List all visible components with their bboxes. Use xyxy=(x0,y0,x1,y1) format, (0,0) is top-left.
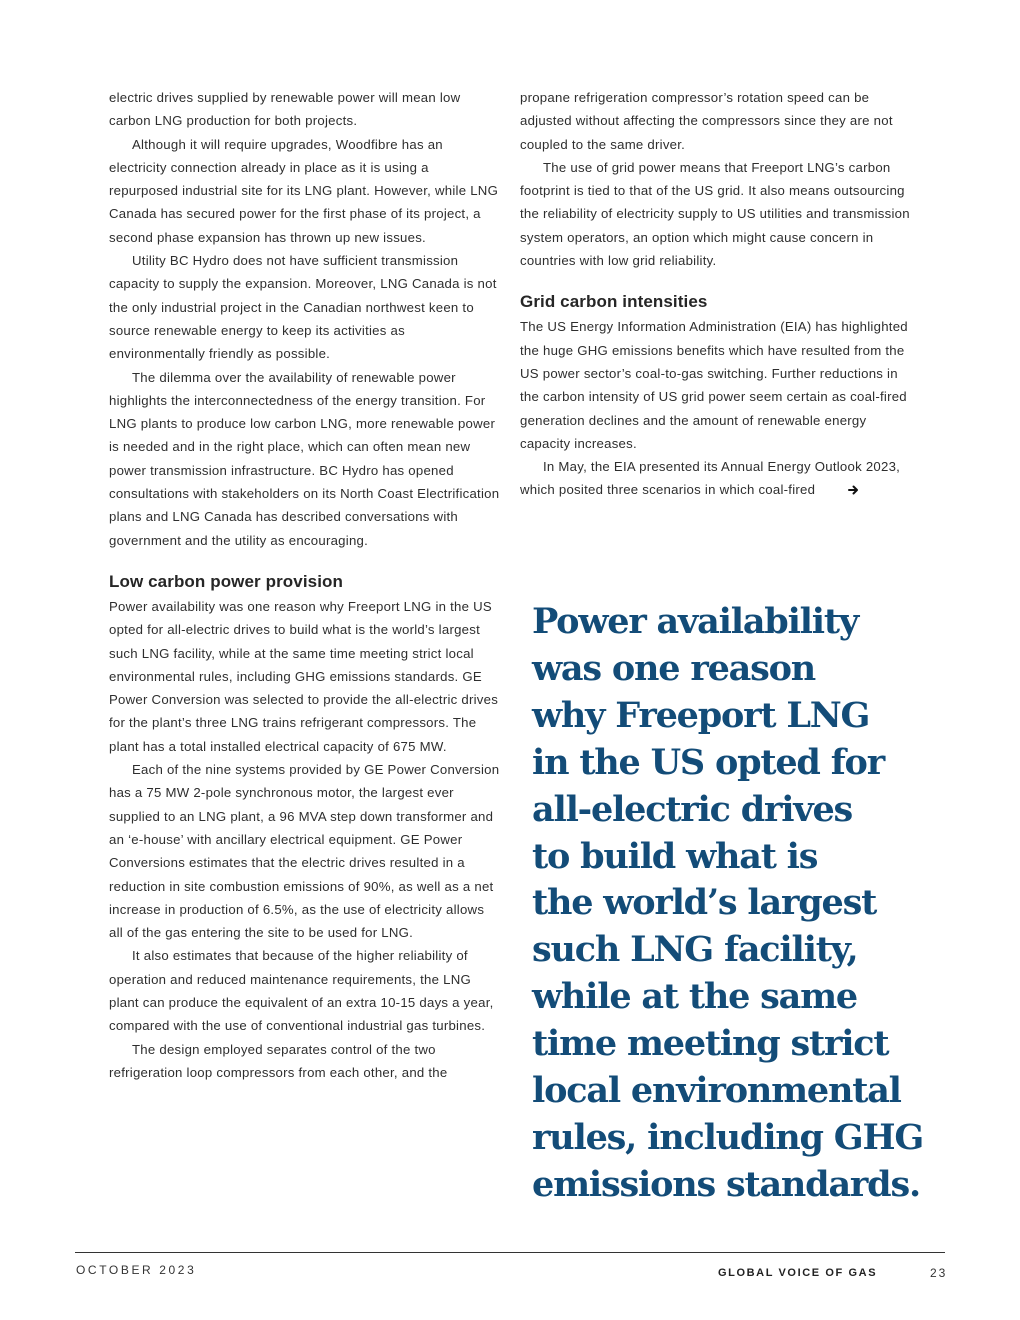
left-paragraph-6: Each of the nine systems provided by GE Power Conversion has a 75 MW 2-pole synchronous motor, the largest ever supplied to an LNG plant, a 96 MVA step down transformer and an ‘e-house’ with ancillary electrical equipment. GE Power Conversions estimates that the electric drives resulted in a reduction in site combustion emissions of 90%, as well as a net increase in production of 6.5%, as the use of electricity allows all of the gas entering the site to be used for LNG. xyxy=(109,762,500,941)
left-paragraph-4: The dilemma over the availability of renewable power highlights the interconnectedness of the energy transition. For LNG plants to produce low carbon LNG, more renewable power is needed and in the right place, which can often mean new power transmission infrastructure. BC Hydro has opened consultations with stakeholders on its North Coast Electrification plans and LNG Canada has described conversations with government and the utility as encouraging. xyxy=(109,369,500,548)
arrow-right-icon xyxy=(825,479,859,502)
left-paragraph-5: Power availability was one reason why Freeport LNG in the US opted for all-electric drives to build what is the world’s largest such LNG facility, while at the same time meeting strict local environmental rules, including GHG emissions standards. GE Power Conversion was selected to provide the all-electric drives for the plant’s three LNG trains refrigerant compressors. The plant has a total installed electrical capacity of 675 MW. xyxy=(109,598,499,754)
left-paragraph-2: Although it will require upgrades, Woodfibre has an electricity connection already in place as it is using a repurposed industrial site for its LNG plant. However, while LNG Canada has secured power for the first phase of its project, a second phase expansion has thrown up new issues. xyxy=(109,136,499,245)
left-paragraph-3: Utility BC Hydro does not have sufficient transmission capacity to supply the expansion. Moreover, LNG Canada is not the only industrial project in the Canadian northwest keen to source renewable energy to keep its activities as environmentally friendly as possible. xyxy=(109,253,497,362)
pull-quote-line: all-electric drives xyxy=(532,788,853,830)
left-paragraph-1: electric drives supplied by renewable power will mean low carbon LNG production for both projects. xyxy=(109,90,461,129)
footer-date: OCTOBER 2023 xyxy=(76,1263,197,1277)
pull-quote xyxy=(532,599,932,1209)
page-number: 23 xyxy=(930,1266,948,1280)
pull-quote-line: to build what is xyxy=(532,835,818,877)
pull-quote-line: was one reason xyxy=(532,647,816,689)
pull-quote-line: Power availability xyxy=(532,601,858,642)
pull-quote-line: the world’s largest xyxy=(532,882,877,924)
pull-quote-line: emissions standards. xyxy=(532,1163,920,1205)
right-paragraph-1: propane refrigeration compressor’s rotation speed can be adjusted without affecting the compressors since they are not coupled to the same driver. xyxy=(520,90,893,152)
pull-quote-line: in the US opted for xyxy=(532,741,884,783)
footer-divider xyxy=(75,1252,945,1253)
section-heading-grid-carbon: Grid carbon intensities xyxy=(520,292,708,312)
pull-quote-line: local environmental xyxy=(532,1070,901,1112)
right-column xyxy=(520,86,912,503)
left-column xyxy=(109,86,501,1084)
left-paragraph-7: It also estimates that because of the higher reliability of operation and reduced maintenance requirements, the LNG plant can produce the equivalent of an extra 10-15 days a year, compared with the use of conventional industrial gas turbines. xyxy=(109,948,494,1034)
pull-quote-line: while at the same xyxy=(532,976,858,1018)
right-paragraph-3: The US Energy Information Administration (EIA) has highlighted the huge GHG emissions benefits which have resulted from the US power sector’s coal-to-gas switching. Further reductions in the carbon intensity of US grid power seem certain as coal-fired generation declines and the amount of renewable energy capacity increases. xyxy=(520,319,908,451)
pull-quote-line: rules, including GHG xyxy=(532,1116,924,1158)
left-paragraph-8: The design employed separates control of the two refrigeration loop compressors from each other, and the xyxy=(109,1041,448,1080)
pull-quote-line: time meeting strict xyxy=(532,1023,889,1065)
right-paragraph-4-text: In May, the EIA presented its Annual Energy Outlook 2023, which posited three scenarios in which coal-fired xyxy=(520,459,901,498)
pull-quote-line: why Freeport LNG xyxy=(532,694,870,736)
footer-publication-name: GLOBAL VOICE OF GAS xyxy=(718,1267,878,1279)
right-paragraph-2: The use of grid power means that Freeport LNG’s carbon footprint is tied to that of the US grid. It also means outsourcing the reliability of electricity supply to US utilities and transmission system operators, an option which might cause concern in countries with low grid reliability. xyxy=(520,159,910,269)
right-paragraph-4 xyxy=(520,455,912,502)
section-heading-low-carbon: Low carbon power provision xyxy=(109,571,344,591)
pull-quote-line: such LNG facility, xyxy=(532,929,858,971)
